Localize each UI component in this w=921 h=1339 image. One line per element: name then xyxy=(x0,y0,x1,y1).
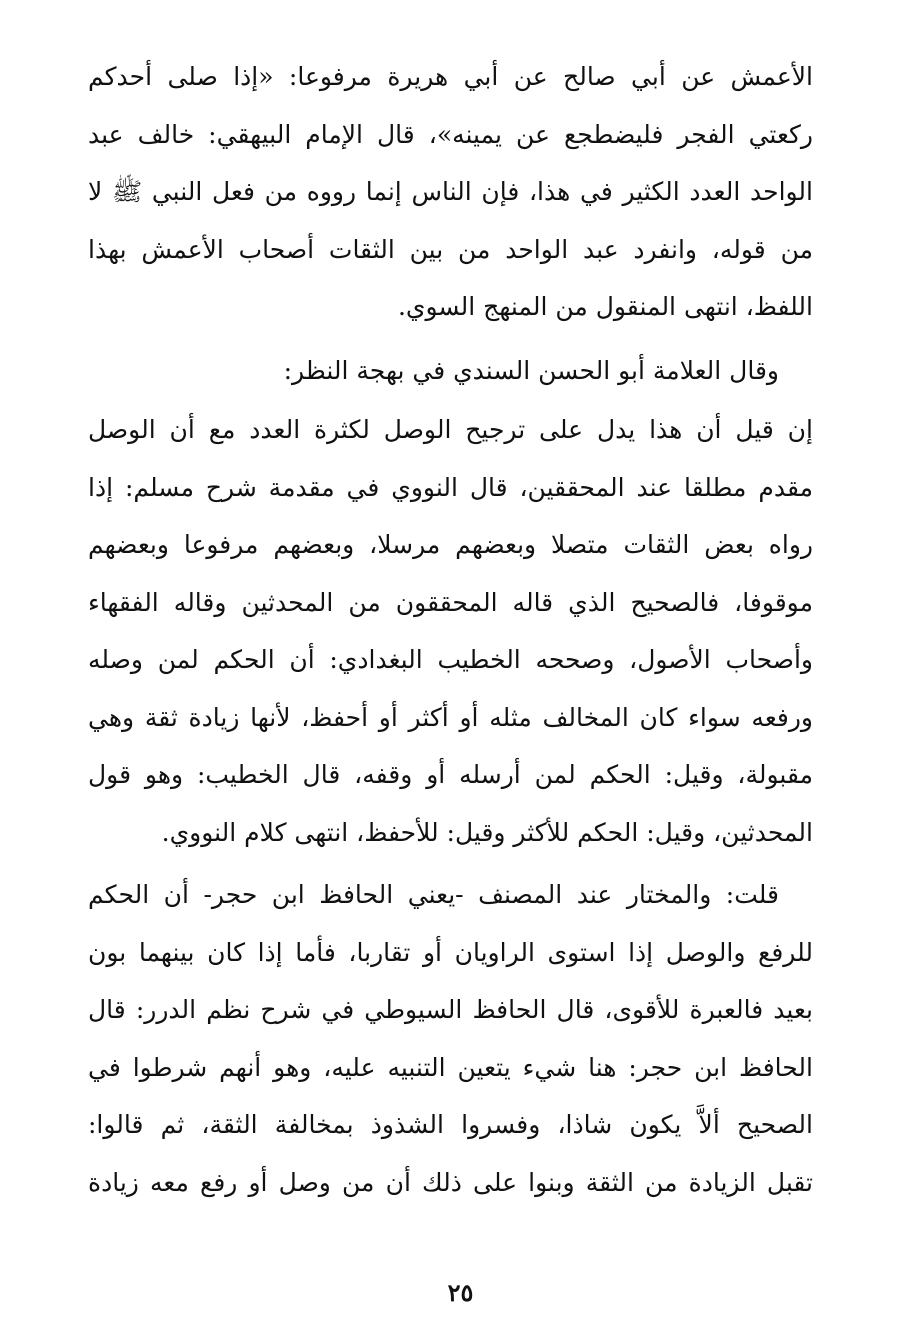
text-line: المحدثين، وقيل: الحكم للأكثر وقيل: للأحفظ، انتهى كلام النووي. xyxy=(161,817,813,847)
text-line: للرفع والوصل إذا استوى الراويان أو تقاربا، فأما إذا كان بينهما بون xyxy=(88,937,813,967)
text-line: قلت: والمختار عند المصنف -يعني الحافظ ابن حجر- أن الحكم xyxy=(88,880,779,909)
text-line: الأعمش عن أبي صالح عن أبي هريرة مرفوعا: «إذا صلى أحدكم xyxy=(88,62,813,91)
text-line: موقوفا، فالصحيح الذي قاله المحققون من المحدثين وقاله الفقهاء xyxy=(88,587,813,617)
text-line: الحافظ ابن حجر: هنا شيء يتعين التنبيه عليه، وهو أنهم شرطوا في xyxy=(88,1052,813,1082)
text-line: الواحد العدد الكثير في هذا، فإن الناس إنما رووه من فعل النبي ﷺ لا xyxy=(88,177,813,206)
paragraph-author-comment xyxy=(88,866,813,1211)
text-line: ركعتي الفجر فليضطجع عن يمينه»، قال الإمام البيهقي: خالف عبد xyxy=(88,119,813,149)
text-line: من قوله، وانفرد عبد الواحد من بين الثقات أصحاب الأعمش بهذا xyxy=(88,234,813,264)
text-line: وأصحاب الأصول، وصححه الخطيب البغدادي: أن الحكم لمن وصله xyxy=(88,645,813,674)
text-line: بعيد فالعبرة للأقوى، قال الحافظ السيوطي في شرح نظم الدرر: قال xyxy=(88,995,813,1024)
paragraph-nawawi-quote xyxy=(88,401,813,861)
text-line: الصحيح ألاَّ يكون شاذا، وفسروا الشذوذ بمخالفة الثقة، ثم قالوا: xyxy=(88,1110,813,1139)
text-line: ورفعه سواء كان المخالف مثله أو أكثر أو أحفظ، لأنها زيادة ثقة وهي xyxy=(88,702,813,732)
text-line: تقبل الزيادة من الثقة وبنوا على ذلك أن من وصل أو رفع معه زيادة xyxy=(88,1167,813,1197)
section-intro-sindi: وقال العلامة أبو الحسن السندي في بهجة النظر: xyxy=(283,356,779,385)
text-line: مقدم مطلقا عند المحققين، قال النووي في مقدمة شرح مسلم: إذا xyxy=(88,472,813,502)
text-line: اللفظ، انتهى المنقول من المنهج السوي. xyxy=(397,292,813,321)
text-line: مقبولة، وقيل: الحكم لمن أرسله أو وقفه، قال الخطيب: وهو قول xyxy=(88,760,813,789)
page-number: ٢٥ xyxy=(447,1278,474,1307)
text-line: رواه بعض الثقات متصلا وبعضهم مرسلا، وبعضهم مرفوعا وبعضهم xyxy=(88,530,813,559)
paragraph-bayhaqi-quote xyxy=(88,48,813,336)
text-line: إن قيل أن هذا يدل على ترجيح الوصل لكثرة العدد مع أن الوصل xyxy=(88,415,813,444)
